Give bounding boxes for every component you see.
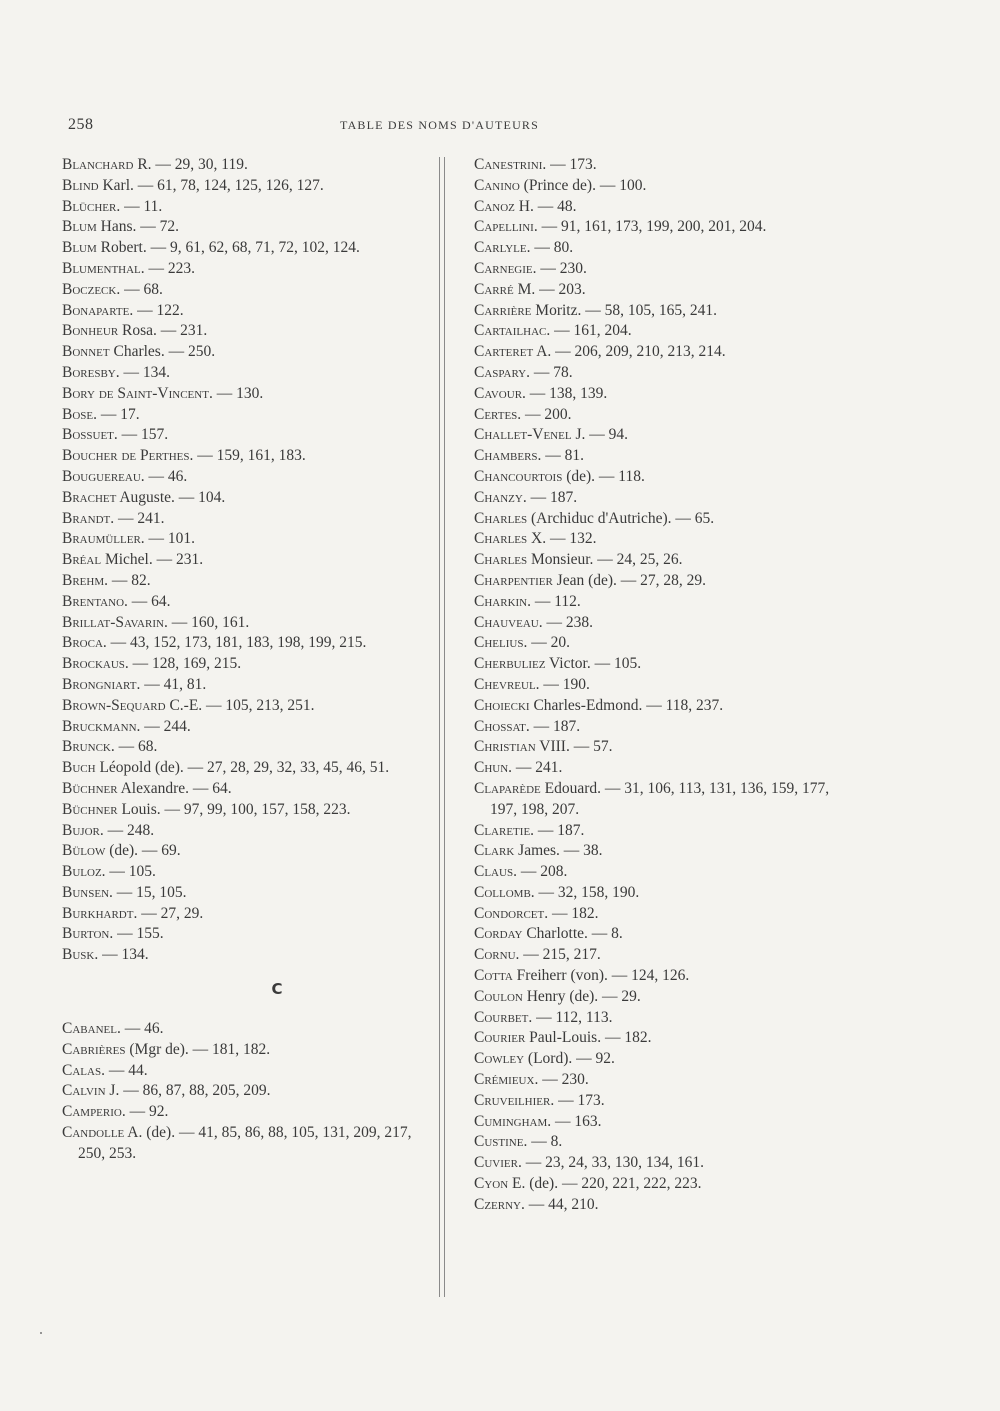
- page-references: . — 112, 113.: [528, 1008, 613, 1026]
- index-entry: [62, 1081, 432, 1102]
- index-entry: [62, 363, 432, 384]
- page-references: . — 11.: [116, 197, 163, 215]
- page-references: . — 91, 161, 173, 199, 200, 201, 204.: [533, 218, 767, 236]
- author-name: Crémieux: [474, 1071, 535, 1089]
- page-references: . — 159, 161, 183.: [189, 447, 306, 465]
- page-references: . — 43, 152, 173, 181, 183, 198, 199, 215.: [102, 634, 367, 652]
- page-references: . — 78.: [526, 363, 573, 381]
- index-entry: [62, 883, 432, 904]
- page-references: . — 155.: [109, 925, 164, 943]
- index-entry: [62, 550, 432, 571]
- author-name: Challet-Venel: [474, 426, 572, 444]
- index-entry: [62, 280, 432, 301]
- index-entry: [474, 1049, 854, 1070]
- page-references: VIII. — 57.: [535, 738, 613, 756]
- index-entry: [474, 384, 854, 405]
- index-entry: [474, 1028, 854, 1049]
- index-entry: [474, 280, 854, 301]
- index-entry: [474, 696, 854, 717]
- page-references: . — 134.: [115, 363, 170, 381]
- author-name: Brillat-Savarin: [62, 613, 164, 631]
- author-name: Canoz: [474, 197, 515, 215]
- page-references: . — 241.: [508, 759, 563, 777]
- author-name: Cotta: [474, 967, 513, 985]
- index-entry: [62, 384, 432, 405]
- author-name: Collomb: [474, 883, 531, 901]
- index-entry: [474, 1112, 854, 1133]
- author-name: Bonheur: [62, 322, 119, 340]
- index-entry: [62, 592, 432, 613]
- index-entry: [62, 425, 432, 446]
- page-references: Moritz. — 58, 105, 165, 241.: [531, 301, 717, 319]
- index-entry: [62, 904, 432, 925]
- page-references: Charles-Edmond. — 118, 237.: [529, 696, 724, 714]
- index-entry: [474, 217, 854, 238]
- page-references: . — 215, 217.: [515, 946, 601, 964]
- index-entry: [474, 321, 854, 342]
- author-name: Chancourtois: [474, 467, 563, 485]
- author-name: Braumüller: [62, 530, 141, 548]
- index-entry: [474, 550, 854, 571]
- author-name: Clark: [474, 842, 515, 860]
- page-references: . — 20.: [523, 634, 570, 652]
- page-references: . — 122.: [129, 301, 184, 319]
- author-name: Camperio: [62, 1103, 122, 1121]
- page-references: . — 241.: [110, 509, 165, 527]
- author-name: Cartailhac: [474, 322, 547, 340]
- index-entry: [62, 924, 432, 945]
- page-references: Paul-Louis. — 182.: [525, 1029, 652, 1047]
- index-entry: [474, 238, 854, 259]
- author-name: Chun: [474, 759, 509, 777]
- index-entry: [62, 800, 432, 821]
- index-entry: [474, 342, 854, 363]
- author-name: Brockaus: [62, 655, 125, 673]
- page-references: . — 41, 81.: [136, 675, 207, 693]
- index-entry: [474, 821, 854, 842]
- index-entry: [474, 592, 854, 613]
- page-references: J. — 86, 87, 88, 205, 209.: [105, 1082, 271, 1100]
- index-entry: [62, 238, 432, 259]
- author-name: Courbet: [474, 1008, 529, 1026]
- page-references: . — 81.: [537, 447, 585, 465]
- section-letter-c: C: [271, 980, 283, 999]
- index-entry: [62, 654, 432, 675]
- index-entry: [62, 321, 432, 342]
- index-entry: [474, 1008, 854, 1029]
- author-name: Boresby: [62, 363, 116, 381]
- author-name: Carrière: [474, 301, 532, 319]
- page-references: . — 230.: [534, 1071, 589, 1089]
- index-entry: [62, 301, 432, 322]
- index-entry: [474, 467, 854, 488]
- page-references: Monsieur. — 24, 25, 26.: [527, 551, 683, 569]
- page-references: . — 17.: [93, 405, 140, 423]
- page-references: . — 134.: [94, 946, 149, 964]
- author-name: Chanzy: [474, 488, 523, 506]
- author-name: Bruckmann: [62, 717, 137, 735]
- page-references: Rosa. — 231.: [118, 322, 208, 340]
- index-entry: [474, 197, 854, 218]
- page-references: . — 8.: [523, 1133, 563, 1151]
- author-name: Chauveau: [474, 613, 539, 631]
- author-name: Claparède: [474, 779, 541, 797]
- index-entry: [62, 197, 432, 218]
- page-references: Louis. — 97, 99, 100, 157, 158, 223.: [117, 800, 351, 818]
- author-name: Cyon: [474, 1175, 509, 1193]
- page-references: (Mgr de). — 181, 182.: [125, 1040, 271, 1058]
- running-head: TABLE DES NOMS D'AUTEURS: [340, 118, 540, 132]
- author-name: Bory de Saint-Vincent: [62, 384, 209, 402]
- index-entry: [62, 945, 432, 966]
- author-name: Brown-Sequard: [62, 696, 166, 714]
- index-entry: [62, 571, 432, 592]
- page-references: Henry (de). — 29.: [522, 987, 641, 1005]
- author-name: Bujor: [62, 821, 100, 839]
- index-entry: [474, 1070, 854, 1091]
- page-references: H. — 48.: [514, 197, 577, 215]
- page-references: . — 200.: [517, 405, 572, 423]
- index-entry: [474, 966, 854, 987]
- author-name: Carteret: [474, 343, 534, 361]
- page-references: . — 173.: [542, 156, 597, 173]
- index-entry: [62, 259, 432, 280]
- page-references: R. — 29, 30, 119.: [133, 156, 248, 173]
- author-name: Burton: [62, 925, 110, 943]
- page-references: . — 244.: [136, 717, 191, 735]
- page-references: (de). — 118.: [562, 467, 645, 485]
- index-entry: [474, 1091, 854, 1112]
- author-name: Brandt: [62, 509, 111, 527]
- author-name: Blum: [62, 239, 97, 257]
- page-references: Léopold (de). — 27, 28, 29, 32, 33, 45, 46, 51.: [95, 759, 390, 777]
- page-references: . — 173.: [550, 1091, 605, 1109]
- author-name: Brentano: [62, 592, 125, 610]
- author-name: Coulon: [474, 987, 523, 1005]
- author-name: Cabanel: [62, 1020, 117, 1038]
- page-references: Edouard. — 31, 106, 113, 131, 136, 159, 177, 197, 198, 207.: [490, 779, 830, 818]
- index-column-right: [474, 155, 854, 1216]
- page-references: (Archiduc d'Autriche). — 65.: [527, 509, 715, 527]
- page-references: . — 44, 210.: [521, 1195, 599, 1213]
- author-name: Cumingham: [474, 1112, 548, 1130]
- page-references: . — 238.: [538, 613, 593, 631]
- author-name: Blum: [62, 218, 97, 236]
- page-speck: [40, 1332, 42, 1334]
- author-name: Bonnet: [62, 343, 110, 361]
- page-references: . — 163.: [547, 1112, 602, 1130]
- page-references: . — 161, 204.: [546, 322, 632, 340]
- index-entry: [474, 717, 854, 738]
- page-references: . — 80.: [526, 239, 574, 257]
- author-name: Blücher: [62, 197, 117, 215]
- author-name: Cowley: [474, 1050, 525, 1068]
- index-entry: [474, 779, 854, 821]
- author-name: Carnegie: [474, 259, 533, 277]
- page-references: Charles. — 250.: [109, 343, 216, 361]
- index-entry: [62, 737, 432, 758]
- page-references: E. (de). — 220, 221, 222, 223.: [508, 1175, 702, 1193]
- index-entry: [62, 779, 432, 800]
- page-references: . — 82.: [104, 571, 151, 589]
- page-references: Jean (de). — 27, 28, 29.: [552, 571, 707, 589]
- index-entry: [62, 696, 432, 717]
- author-name: Bülow: [62, 842, 106, 860]
- index-entry: [474, 1132, 854, 1153]
- page-references: . — 157.: [113, 426, 169, 444]
- author-name: Christian: [474, 738, 536, 756]
- author-name: Calas: [62, 1061, 102, 1079]
- author-name: Blind: [62, 176, 99, 194]
- author-name: Courier: [474, 1029, 526, 1047]
- index-entry: [474, 654, 854, 675]
- author-name: Claus: [474, 863, 514, 881]
- author-name: Buch: [62, 759, 96, 777]
- page-references: . — 15, 105.: [109, 883, 187, 901]
- page-references: . — 187.: [530, 821, 585, 839]
- author-name: Brongniart: [62, 675, 137, 693]
- index-entry: [474, 613, 854, 634]
- index-entry: [62, 217, 432, 238]
- index-entry: [62, 1102, 432, 1123]
- page-references: . — 223.: [140, 259, 196, 277]
- index-entry: [474, 924, 854, 945]
- author-name: Canestrini: [474, 156, 543, 173]
- author-name: Brachet: [62, 488, 117, 506]
- author-name: Büchner: [62, 800, 118, 818]
- page-references: M. — 203.: [513, 280, 586, 298]
- index-entry: [62, 529, 432, 550]
- page-references: . — 64.: [124, 592, 171, 610]
- author-name: Broca: [62, 634, 103, 652]
- page-references: . — 187.: [525, 717, 581, 735]
- page-references: A. — 206, 209, 210, 213, 214.: [533, 343, 726, 361]
- page-references: . — 182.: [544, 904, 599, 922]
- index-entry: [474, 1195, 854, 1216]
- page-references: . — 101.: [140, 530, 196, 548]
- page-references: X. — 132.: [527, 530, 597, 548]
- index-entry: [474, 987, 854, 1008]
- index-entry: [474, 301, 854, 322]
- index-entry: [62, 488, 432, 509]
- author-name: Charles: [474, 530, 528, 548]
- index-entry: [474, 945, 854, 966]
- author-name: Boczeck: [62, 280, 117, 298]
- page-references: (Prince de). — 100.: [519, 176, 647, 194]
- page-references: . — 44.: [101, 1061, 148, 1079]
- page-references: Karl. — 61, 78, 124, 125, 126, 127.: [98, 176, 324, 194]
- page-references: . — 208.: [513, 863, 568, 881]
- page-references: . — 160, 161.: [163, 613, 250, 631]
- author-name: Candolle: [62, 1124, 125, 1142]
- author-name: Charles: [474, 509, 528, 527]
- author-name: Calvin: [62, 1082, 106, 1100]
- author-name: Corday: [474, 925, 523, 943]
- index-entry: [474, 904, 854, 925]
- index-entry: [62, 1123, 432, 1165]
- index-entry: [62, 446, 432, 467]
- author-name: Burkhardt: [62, 904, 134, 922]
- author-name: Blanchard: [62, 156, 134, 173]
- page-references: Victor. — 105.: [545, 655, 642, 673]
- author-name: Cavour: [474, 384, 523, 402]
- index-entry: [474, 1174, 854, 1195]
- author-name: Boucher de Perthes: [62, 447, 190, 465]
- author-name: Claretie: [474, 821, 531, 839]
- author-name: Busk: [62, 946, 95, 964]
- author-name: Cornu: [474, 946, 516, 964]
- index-section-c-continued: [474, 155, 854, 1216]
- index-entry: [62, 1061, 432, 1082]
- author-name: Chambers: [474, 447, 538, 465]
- index-entry: [62, 862, 432, 883]
- index-entry: [474, 155, 854, 176]
- column-divider: [439, 157, 445, 1297]
- page-references: . — 138, 139.: [522, 384, 608, 402]
- page-references: . — 23, 24, 33, 130, 134, 161.: [517, 1154, 704, 1172]
- author-name: Bossuet: [62, 426, 114, 444]
- index-entry: [474, 529, 854, 550]
- page-references: James. — 38.: [514, 842, 603, 860]
- author-name: Büchner: [62, 779, 118, 797]
- author-name: Cuvier: [474, 1154, 518, 1172]
- index-entry: [62, 841, 432, 862]
- author-name: Caspary: [474, 363, 527, 381]
- index-section-b: [62, 155, 432, 966]
- index-entry: [474, 176, 854, 197]
- page-references: Alexandre. — 64.: [117, 779, 232, 797]
- page-references: . — 187.: [522, 488, 578, 506]
- page-references: Robert. — 9, 61, 62, 68, 71, 72, 102, 124.: [96, 239, 360, 257]
- page-references: . — 105.: [101, 863, 156, 881]
- author-name: Blumenthal: [62, 259, 141, 277]
- index-entry: [474, 405, 854, 426]
- author-name: Chelius: [474, 634, 524, 652]
- page-references: . — 68.: [116, 280, 163, 298]
- page-references: A. (de). — 41, 85, 86, 88, 105, 131, 209, 217, 250, 253.: [78, 1124, 412, 1162]
- author-name: Chossat: [474, 717, 526, 735]
- page-references: Charlotte. — 8.: [522, 925, 623, 943]
- index-entry: [62, 155, 432, 176]
- index-entry: [474, 363, 854, 384]
- author-name: Bréal: [62, 551, 102, 569]
- page-references: Michel. — 231.: [101, 551, 204, 569]
- page-references: J. — 94.: [571, 426, 628, 444]
- page-references: . — 46.: [116, 1020, 164, 1038]
- page-references: . — 128, 169, 215.: [124, 655, 242, 673]
- index-entry: [62, 675, 432, 696]
- index-entry: [474, 259, 854, 280]
- author-name: Condorcet: [474, 904, 545, 922]
- author-name: Carré: [474, 280, 514, 298]
- page-number: 258: [68, 116, 94, 133]
- author-name: Capellini: [474, 218, 534, 236]
- page-references: Hans. — 72.: [96, 218, 180, 236]
- author-name: Bouguereau: [62, 467, 141, 485]
- page-references: (Lord). — 92.: [524, 1050, 615, 1068]
- page-references: . — 130.: [208, 384, 264, 402]
- page-references: (de). — 69.: [105, 842, 181, 860]
- index-entry: [474, 675, 854, 696]
- author-name: Cabrières: [62, 1040, 126, 1058]
- page-references: . — 68.: [110, 738, 158, 756]
- index-entry: [474, 425, 854, 446]
- author-name: Canino: [474, 176, 520, 194]
- index-entry: [474, 571, 854, 592]
- page-references: . — 32, 158, 190.: [530, 883, 640, 901]
- index-entry: [62, 176, 432, 197]
- index-entry: [474, 737, 854, 758]
- page-references: . — 112.: [527, 592, 581, 610]
- page-references: Freiherr (von). — 124, 126.: [512, 967, 690, 985]
- page-references: . — 230.: [532, 259, 587, 277]
- index-entry: [62, 613, 432, 634]
- index-entry: [62, 717, 432, 738]
- page-references: . — 27, 29.: [133, 904, 204, 922]
- index-entry: [62, 1040, 432, 1061]
- index-column-left: [62, 155, 432, 1165]
- index-entry: [62, 405, 432, 426]
- author-name: Bunsen: [62, 883, 110, 901]
- index-entry: [62, 467, 432, 488]
- author-name: Certes: [474, 405, 518, 423]
- page-references: . — 248.: [99, 821, 155, 839]
- index-entry: [474, 841, 854, 862]
- author-name: Choiecki: [474, 696, 530, 714]
- page-references: . — 190.: [535, 675, 590, 693]
- index-entry: [62, 633, 432, 654]
- index-entry: [62, 509, 432, 530]
- page-references: Auguste. — 104.: [116, 488, 226, 506]
- page-references: . — 92.: [121, 1103, 169, 1121]
- author-name: Carlyle: [474, 239, 527, 257]
- author-name: Cruveilhier: [474, 1091, 551, 1109]
- author-name: Chevreul: [474, 675, 536, 693]
- index-entry: [474, 758, 854, 779]
- index-entry: [62, 821, 432, 842]
- author-name: Charles: [474, 551, 528, 569]
- index-section-c: [62, 1019, 432, 1165]
- author-name: Cherbuliez: [474, 655, 546, 673]
- index-entry: [474, 1153, 854, 1174]
- index-entry: [474, 509, 854, 530]
- author-name: Bose: [62, 405, 94, 423]
- author-name: Charpentier: [474, 571, 553, 589]
- author-name: Custine: [474, 1133, 524, 1151]
- page-references: . — 46.: [140, 467, 188, 485]
- index-entry: [474, 633, 854, 654]
- index-entry: [474, 488, 854, 509]
- index-entry: [62, 758, 432, 779]
- author-name: Buloz: [62, 863, 102, 881]
- index-entry: [62, 1019, 432, 1040]
- index-entry: [474, 883, 854, 904]
- index-entry: [474, 862, 854, 883]
- index-entry: [62, 342, 432, 363]
- author-name: Brehm: [62, 571, 105, 589]
- author-name: Charkin: [474, 592, 528, 610]
- index-entry: [474, 446, 854, 467]
- author-name: Bonaparte: [62, 301, 130, 319]
- page-references: C.-E. — 105, 213, 251.: [165, 696, 315, 714]
- author-name: Czerny: [474, 1195, 522, 1213]
- author-name: Brunck: [62, 738, 111, 756]
